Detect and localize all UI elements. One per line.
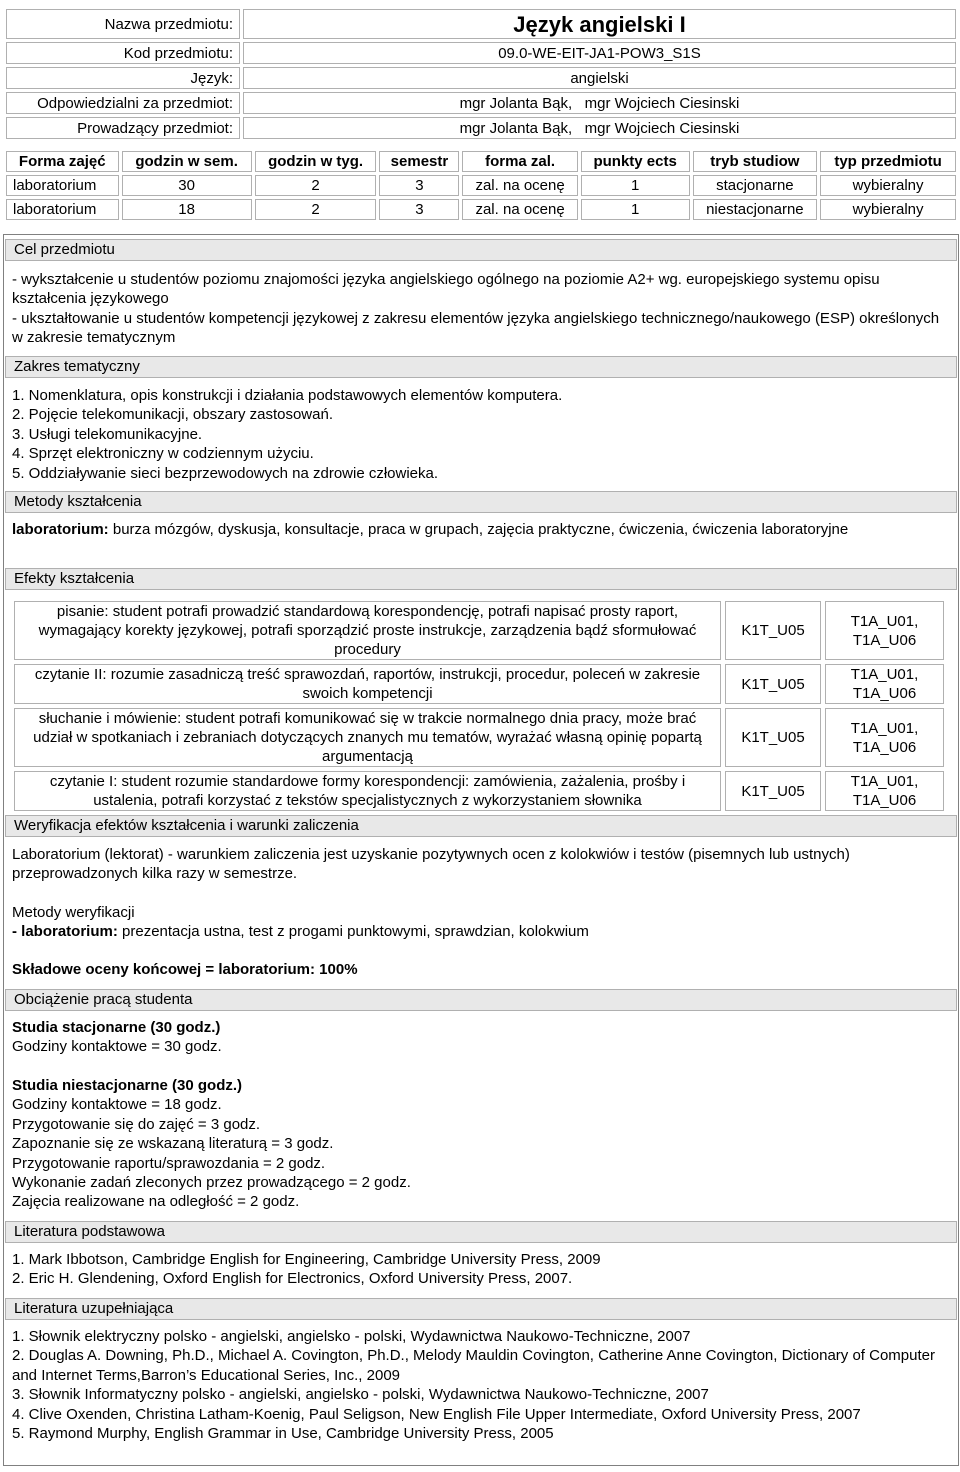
outcome-description: słuchanie i mówienie: student potrafi komunikować się w trakcie normalnego dnia pracy, może brać udział w spotkaniach i zebraniach dotyczących znanych mu tematów, wyrażać własną opinię popartą argumentacją: [14, 708, 721, 767]
table-cell: 18: [122, 199, 252, 220]
verification-text: [12, 845, 947, 884]
table-cell: wybieralny: [820, 199, 956, 220]
literature-list: [12, 1250, 947, 1289]
list-item: 1. Mark Ibbotson, Cambridge English for Engineering, Cambridge University Press, 2009: [12, 1251, 601, 1268]
col-header: Forma zajęć: [6, 151, 119, 172]
table-cell: wybieralny: [820, 175, 956, 196]
outcome-description: czytanie II: rozumie zasadniczą treść sprawozdań, raportów, instrukcji, procedur, poleceń w zakresie swoich kompetencji: [14, 664, 721, 704]
course-name: Język angielski I: [243, 9, 956, 39]
list-item: 2. Douglas A. Downing, Ph.D., Michael A. Covington, Ph.D., Melody Mauldin Covington, Catherine Anne Covington, Dictionary of Computer and Internet Terms,Barron’s Educational Series, Inc., 2009: [12, 1347, 935, 1384]
section-title-verification: Weryfikacja efektów kształcenia i warunki zaliczenia: [5, 815, 957, 837]
class-forms-table: [3, 148, 959, 223]
extra-literature-list: [12, 1327, 947, 1443]
workload-fulltime-title: Studia stacjonarne (30 godz.): [12, 1019, 221, 1036]
course-header-table: [3, 6, 959, 142]
table-cell: 1: [581, 175, 690, 196]
col-header: semestr: [379, 151, 459, 172]
verification-methods-title: Metody weryfikacji: [12, 904, 135, 921]
goal-line: - wykształcenie u studentów poziomu znajomości języka angielskiego ogólnego na poziomie A2+ wg. europejskiego systemu opisu kształcenia językowego: [12, 271, 880, 308]
responsible-value: mgr Jolanta Bąk, mgr Wojciech Ciesinski: [243, 92, 956, 114]
list-item: 1. Słownik elektryczny polsko - angielski, angielsko - polski, Wydawnictwa Naukowo-Techniczne, 2007: [12, 1328, 691, 1345]
section-title-goal: Cel przedmiotu: [5, 239, 957, 261]
scope-list: [12, 386, 947, 483]
table-cell: laboratorium: [6, 175, 119, 196]
outcomes-table: [10, 597, 948, 815]
course-code: 09.0-WE-EIT-JA1-POW3_S1S: [243, 42, 956, 64]
list-item: 4. Clive Oxenden, Christina Latham-Koenig, Paul Seligson, New English File Upper Intermediate, Oxford University Press, 2007: [12, 1405, 861, 1423]
verification-conditions: Laboratorium (lektorat) - warunkiem zaliczenia jest uzyskanie pozytywnych ocen z kolokwiów i testów (pisemnych lub ustnych) przeprowadzonych kilka razy w semestrze.: [12, 846, 850, 883]
goal-text: [12, 270, 947, 348]
table-cell: 3: [379, 199, 459, 220]
table-cell: 1: [581, 199, 690, 220]
language-label: Język:: [6, 67, 240, 89]
final-grade: [12, 960, 947, 979]
workload-line: Wykonanie zadań zleconych przez prowadzącego = 2 godz.: [12, 1174, 411, 1192]
outcome-code: K1T_U05: [725, 664, 821, 704]
workload-parttime-title: Studia niestacjonarne (30 godz.): [12, 1077, 243, 1094]
table-cell: zal. na ocenę: [462, 199, 577, 220]
verification-methods-label: - laboratorium:: [12, 923, 118, 941]
goal-line: - ukształtowanie u studentów kompetencji językowej z zakresu elementów języka angielskiego technicznego/naukowego (ESP) określonych w zakresie tematycznym: [12, 309, 940, 347]
table-cell: laboratorium: [6, 199, 119, 220]
col-header: tryb studiow: [693, 151, 818, 172]
workload-line: Przygotowanie raportu/sprawozdania = 2 godz.: [12, 1154, 326, 1172]
list-item: 2. Pojęcie telekomunikacji, obszary zastosowań.: [12, 406, 333, 424]
outcome-code: K1T_U05: [725, 601, 821, 660]
table-row: [14, 708, 944, 767]
workload-line: Godziny kontaktowe = 30 godz.: [12, 1038, 222, 1056]
methods-label: laboratorium:: [12, 521, 109, 538]
table-cell: 2: [255, 199, 377, 220]
col-header: godzin w sem.: [122, 151, 252, 172]
list-item: 3. Słownik Informatyczny polsko - angielski, angielsko - polski, Wydawnictwa Naukowo-Techniczne, 2007: [12, 1386, 709, 1404]
col-header: punkty ects: [581, 151, 690, 172]
table-row: [6, 199, 956, 220]
table-row: [6, 175, 956, 196]
course-name-label: Nazwa przedmiotu:: [6, 9, 240, 39]
methods-value: burza mózgów, dyskusja, konsultacje, praca w grupach, zajęcia praktyczne, ćwiczenia, ćwiczenia laboratoryjne: [108, 521, 849, 538]
lecturer-value: mgr Jolanta Bąk, mgr Wojciech Ciesinski: [243, 117, 956, 139]
section-title-scope: Zakres tematyczny: [5, 356, 957, 378]
col-header: forma zal.: [462, 151, 577, 172]
responsible-label: Odpowiedzialni za przedmiot:: [6, 92, 240, 114]
table-cell: 30: [122, 175, 252, 196]
workload-line: Zapoznanie się ze wskazaną literaturą = 3 godz.: [12, 1135, 334, 1153]
workload-fulltime: [12, 1018, 947, 1057]
section-title-outcomes: Efekty kształcenia: [5, 568, 957, 590]
outcome-code: K1T_U05: [725, 708, 821, 767]
language-value: angielski: [243, 67, 956, 89]
col-header: godzin w tyg.: [255, 151, 377, 172]
section-title-methods: Metody kształcenia: [5, 491, 957, 513]
verification-methods: [12, 903, 947, 942]
verification-methods-value: prezentacja ustna, test z progami punktowymi, sprawdzian, kolokwium: [117, 923, 589, 941]
table-row: [14, 771, 944, 811]
final-grade-components: Składowe oceny końcowej = laboratorium: 100%: [12, 961, 358, 978]
list-item: 1. Nomenklatura, opis konstrukcji i działania podstawowych elementów komputera.: [12, 387, 563, 404]
list-item: 2. Eric H. Glendening, Oxford English for Electronics, Oxford University Press, 2007.: [12, 1270, 573, 1288]
table-cell: zal. na ocenę: [462, 175, 577, 196]
list-item: 5. Raymond Murphy, English Grammar in Use, Cambridge University Press, 2005: [12, 1425, 554, 1443]
methods-text: [12, 520, 947, 539]
table-row: [14, 664, 944, 704]
list-item: 4. Sprzęt elektroniczny w codziennym użyciu.: [12, 445, 314, 463]
outcome-area-codes: T1A_U01, T1A_U06: [825, 664, 944, 704]
workload-line: Godziny kontaktowe = 18 godz.: [12, 1096, 222, 1114]
workload-parttime: [12, 1076, 947, 1212]
list-item: 5. Oddziaływanie sieci bezprzewodowych na zdrowie człowieka.: [12, 464, 439, 482]
outcome-code: K1T_U05: [725, 771, 821, 811]
outcome-area-codes: T1A_U01, T1A_U06: [825, 708, 944, 767]
course-code-label: Kod przedmiotu:: [6, 42, 240, 64]
table-cell: 3: [379, 175, 459, 196]
section-title-literature: Literatura podstawowa: [5, 1221, 957, 1243]
outcome-area-codes: T1A_U01, T1A_U06: [825, 771, 944, 811]
outcome-description: czytanie I: student rozumie standardowe formy korespondencji: zamówienia, zażalenia, prośby i ustalenia, potrafi korzystać z tekstów specjalistycznych z wykorzystaniem słownika: [14, 771, 721, 811]
table-cell: niestacjonarne: [693, 199, 818, 220]
list-item: 3. Usługi telekomunikacyjne.: [12, 425, 203, 443]
outcome-description: pisanie: student potrafi prowadzić standardową korespondencję, potrafi napisać prosty raport, wymagający korekty językowej, potrafi sporządzić proste instrukcje, zarządzenia bądź sformułować procedury: [14, 601, 721, 660]
lecturer-label: Prowadzący przedmiot:: [6, 117, 240, 139]
outcome-area-codes: T1A_U01, T1A_U06: [825, 601, 944, 660]
class-forms-header-row: [6, 151, 956, 172]
table-row: [14, 601, 944, 660]
section-title-extra-literature: Literatura uzupełniająca: [5, 1298, 957, 1320]
workload-line: Przygotowanie się do zajęć = 3 godz.: [12, 1115, 261, 1133]
workload-line: Zajęcia realizowane na odległość = 2 godz.: [12, 1193, 300, 1211]
section-title-workload: Obciążenie pracą studenta: [5, 989, 957, 1011]
table-cell: 2: [255, 175, 377, 196]
table-cell: stacjonarne: [693, 175, 818, 196]
col-header: typ przedmiotu: [820, 151, 956, 172]
